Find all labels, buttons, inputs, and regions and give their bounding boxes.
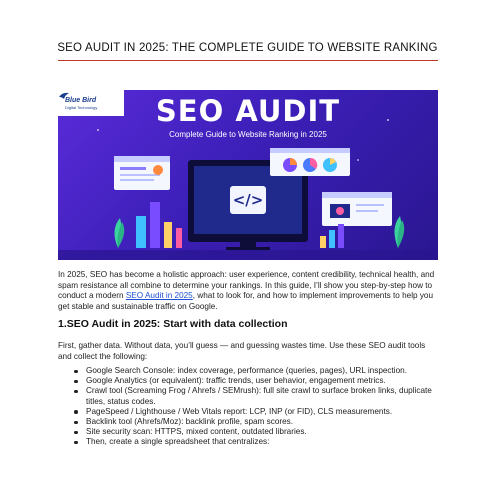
brand-tagline: Digital Technology (65, 104, 98, 110)
seo-audit-link[interactable]: SEO Audit in 2025 (125, 291, 193, 300)
pie-chart-card-icon (270, 148, 350, 176)
title-divider (58, 60, 438, 61)
section-paragraph: First, gather data. Without data, you’ll guess — and guessing wastes time. Use these SEO audit tools and collect the following: (58, 341, 426, 361)
list-item: PageSpeed / Lighthouse / Web Vitals report: LCP, INP (or FID), CLS measurements. (72, 407, 438, 417)
section-heading: 1.SEO Audit in 2025: Start with data collection (58, 318, 288, 330)
list-item: Crawl tool (Screaming Frog / Ahrefs / SEMrush): full site crawl to surface broken links, duplicate titles, status codes. (72, 386, 438, 406)
hero-banner (58, 90, 438, 260)
plant-icon (114, 218, 124, 248)
bar-chart-icon (136, 202, 182, 248)
intro-text-start: In 2025, SEO has become a holistic approach: user experience, content credibility, technical health, and spam resistance all combine to determine your rankings. In this guide, I’ll show you step-by-step how to conduct a modern (58, 270, 435, 300)
browser-window-icon (114, 156, 170, 190)
analytics-card-icon (322, 192, 392, 226)
intro-text-end: , what to look for, and how to implement improvements to help you get stable and sustainable traffic on Google. (58, 291, 434, 311)
bar-chart-icon (320, 224, 344, 248)
intro-paragraph (58, 270, 438, 312)
page-title: SEO AUDIT IN 2025: THE COMPLETE GUIDE TO WEBSITE RANKING (57, 42, 438, 54)
list-item: Google Analytics (or equivalent): traffic trends, user behavior, engagement metrics. (72, 376, 438, 386)
list-item: Google Search Console: index coverage, performance (queries, pages), URL inspection. (72, 366, 438, 376)
plant-icon (394, 216, 404, 248)
banner-subtitle: Complete Guide to Website Ranking in 2025 (169, 130, 327, 139)
list-item: Site security scan: HTTPS, mixed content, outdated libraries. (72, 427, 438, 437)
list-item: Then, create a single spreadsheet that centralizes: (72, 437, 438, 447)
tools-list (72, 366, 438, 448)
brand-name: Blue Bird (65, 96, 97, 104)
list-item: Backlink tool (Ahrefs/Moz): backlink profile, spam scores. (72, 417, 438, 427)
code-symbol: </> (232, 191, 264, 209)
banner-title: SEO AUDIT (155, 94, 341, 128)
